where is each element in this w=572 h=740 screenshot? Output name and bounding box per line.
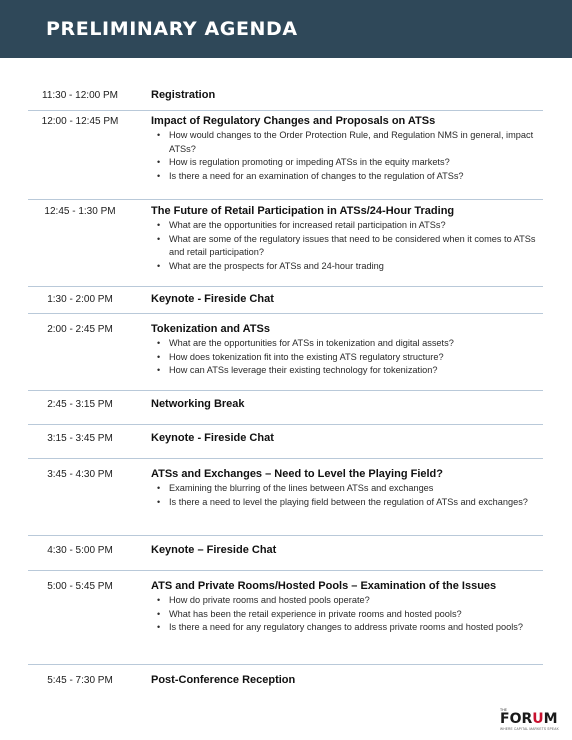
logo-wordmark [500, 711, 558, 727]
agenda-session-title: Keynote - Fireside Chat [151, 293, 274, 305]
row-divider [28, 570, 543, 571]
agenda-bullet: • What are the opportunities for increased retail participation in ATSs? [155, 219, 550, 233]
agenda-bullet: • Is there a need to level the playing field between the regulation of ATSs and exchanges? [155, 496, 550, 510]
forum-logo [500, 708, 562, 734]
row-divider [28, 664, 543, 665]
page-title: PRELIMINARY AGENDA [46, 18, 298, 40]
agenda-time: 2:45 - 3:15 PM [47, 399, 113, 410]
logo-wordmark-left: FOR [500, 711, 533, 727]
agenda-bullet-list [155, 482, 550, 509]
agenda-bullet: • What are the opportunities for ATSs in tokenization and digital assets? [155, 337, 550, 351]
agenda-session-title: Keynote - Fireside Chat [151, 432, 274, 444]
logo-wordmark-right: M [543, 711, 558, 727]
agenda-bullet-list [155, 337, 550, 378]
agenda-time: 5:00 - 5:45 PM [47, 581, 113, 592]
row-divider [28, 110, 543, 111]
agenda-session-title: The Future of Retail Participation in ATSs/24-Hour Trading [151, 205, 455, 217]
agenda-bullet: • How do private rooms and hosted pools operate? [155, 594, 550, 608]
row-divider [28, 458, 543, 459]
row-divider [28, 424, 543, 425]
agenda-session-title: ATSs and Exchanges – Need to Level the Playing Field? [151, 468, 443, 480]
agenda-bullet-list [155, 594, 550, 635]
header-banner [0, 0, 572, 58]
agenda-bullet: • Examining the blurring of the lines between ATSs and exchanges [155, 482, 550, 496]
agenda-session-title: Impact of Regulatory Changes and Proposals on ATSs [151, 115, 436, 127]
agenda-session-title: Networking Break [151, 398, 245, 410]
agenda-session-title: Post-Conference Reception [151, 674, 296, 686]
agenda-time: 12:45 - 1:30 PM [44, 206, 116, 217]
agenda-time: 12:00 - 12:45 PM [41, 116, 119, 127]
agenda-session-title: Registration [151, 89, 216, 101]
agenda-session-title: ATS and Private Rooms/Hosted Pools – Examination of the Issues [151, 580, 497, 592]
row-divider [28, 199, 543, 200]
agenda-time: 2:00 - 2:45 PM [47, 324, 113, 335]
agenda-bullet: • Is there a need for any regulatory changes to address private rooms and hosted pools? [155, 621, 550, 635]
agenda-bullet: • What are some of the regulatory issues that need to be considered when it comes to ATSs and retail participation? [155, 233, 550, 260]
row-divider [28, 390, 543, 391]
agenda-time: 4:30 - 5:00 PM [47, 545, 113, 556]
agenda-bullet: • Is there a need for an examination of changes to the regulation of ATSs? [155, 170, 550, 184]
agenda-session-title: Tokenization and ATSs [151, 323, 270, 335]
logo-tagline: WHERE CAPITAL MARKETS SPEAK [500, 727, 559, 731]
logo-prefix: THE [500, 708, 507, 712]
row-divider [28, 313, 543, 314]
logo-wordmark-u: U [532, 711, 544, 727]
agenda-time: 3:45 - 4:30 PM [47, 469, 113, 480]
agenda-time: 5:45 - 7:30 PM [47, 675, 113, 686]
agenda-session-title: Keynote – Fireside Chat [151, 544, 277, 556]
agenda-bullet: • How is regulation promoting or impeding ATSs in the equity markets? [155, 156, 550, 170]
agenda-time: 11:30 - 12:00 PM [42, 90, 118, 101]
agenda-time: 1:30 - 2:00 PM [47, 294, 113, 305]
row-divider [28, 286, 543, 287]
agenda-bullet-list [155, 219, 550, 273]
agenda-bullet: • How does tokenization fit into the existing ATS regulatory structure? [155, 351, 550, 365]
row-divider [28, 535, 543, 536]
agenda-bullet: • What has been the retail experience in private rooms and hosted pools? [155, 608, 550, 622]
agenda-time: 3:15 - 3:45 PM [47, 433, 113, 444]
agenda-bullet: • How would changes to the Order Protection Rule, and Regulation NMS in general, impact ATSs? [155, 129, 550, 156]
agenda-bullet: • What are the prospects for ATSs and 24-hour trading [155, 260, 550, 274]
agenda-bullet-list [155, 129, 550, 183]
agenda-bullet: • How can ATSs leverage their existing technology for tokenization? [155, 364, 550, 378]
